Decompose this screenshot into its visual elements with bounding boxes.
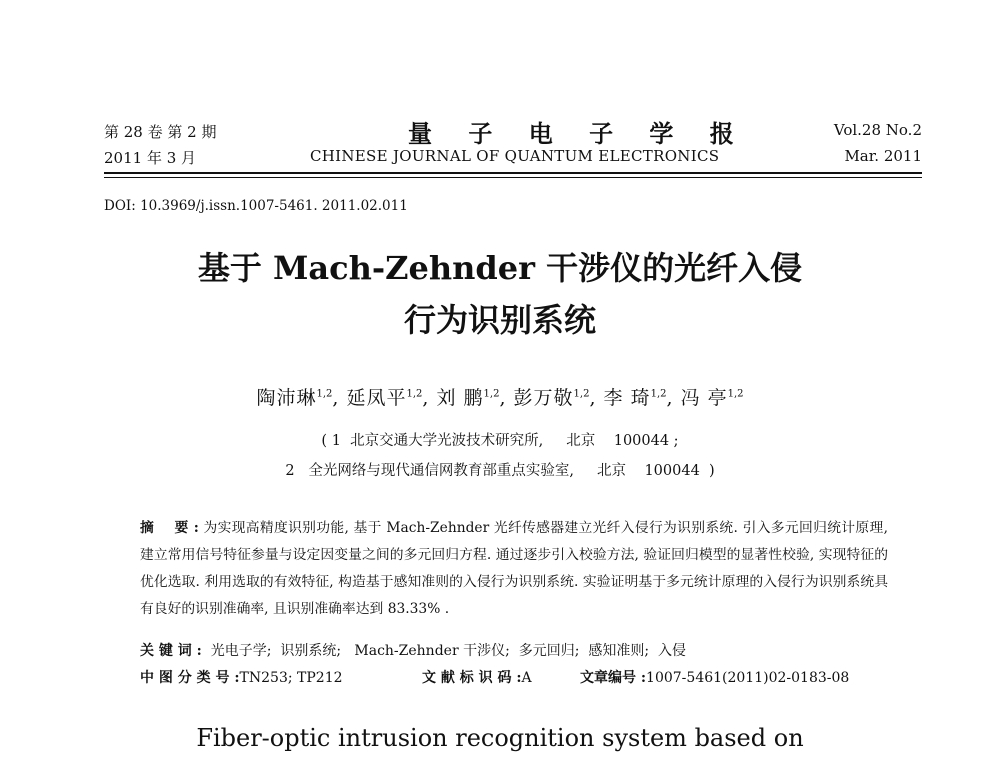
doc-code-label: 文 献 标 识 码 : [422, 670, 522, 686]
author [604, 387, 667, 409]
abstract [140, 515, 888, 623]
doi: DOI: 10.3969/j.issn.1007-5461. 2011.02.011 [104, 198, 408, 214]
keywords [140, 640, 686, 660]
abstract-text: 为实现高精度识别功能, 基于 Mach-Zehnder 光纤传感器建立光纤入侵行为识别系统. 引入多元回归统计原理, 建立常用信号特征参量与设定因变量之间的多元回归方程. 通过逐步引入校验方法, 验证回归模型的显著性校验, 实现特征的优化选取. 利用选取的有效特征, 构造基于感知准则的入侵行为识别系统. 实验证明基于多元统计原理的入侵行为识别系统具有良好的识别准确率, 且识别准确率达到 83.33% . [140, 520, 888, 617]
doc-code-value: A [521, 670, 532, 686]
author-list: 陶沛琳$^{1,2}$, 延凤平$^{1,2}$, 刘 鹏$^{1,2}$, 彭万敬$^{1,2}$, 李 琦$^{1,2}$, 冯 亭$^{1,2}$ [256, 387, 744, 409]
author [681, 387, 744, 409]
author [436, 387, 499, 409]
author [346, 387, 422, 409]
affiliation-2: 2 全光网络与现代通信网教育部重点实验室, 北京 100044 ) [285, 463, 715, 479]
clc-value: TN253; TP212 [239, 670, 343, 686]
title-cn-line2: 行为识别系统 [403, 301, 596, 339]
article-number [580, 667, 849, 687]
keywords-text: 光电子学; 识别系统; Mach-Zehnder 干涉仪; 多元回归; 感知准则; 入侵 [210, 643, 686, 659]
author-name: 陶沛琳 [256, 387, 317, 409]
author-affil-mark: 1,2 [483, 388, 500, 400]
keywords-label: 关 键 词 : [140, 643, 202, 659]
volume-issue-en: Vol.28 No.2 [833, 121, 922, 139]
date-en: Mar. 2011 [844, 147, 922, 165]
author-affil-mark: 1,2 [573, 388, 590, 400]
author-affil-mark: 1,2 [727, 388, 744, 400]
author-name: 冯 亭 [680, 387, 728, 409]
date-cn: 2011 年 3 月 [104, 149, 197, 167]
author-name: 彭万敬 [513, 387, 574, 409]
article-number-value: 1007-5461(2011)02-0183-08 [646, 670, 850, 686]
affiliation-1: ( 1 北京交通大学光波技术研究所, 北京 100044 ; [321, 433, 679, 449]
author-affil-mark: 1,2 [406, 388, 423, 400]
journal-title-cn: 量 子 电 子 学 报 [408, 119, 748, 148]
author-affil-mark: 1,2 [650, 388, 667, 400]
clc-number [140, 667, 343, 687]
author-name: 李 琦 [603, 387, 651, 409]
title-cn-line1: 基于 Mach-Zehnder 干涉仪的光纤入侵 [197, 249, 803, 287]
volume-issue-cn: 第 28 卷 第 2 期 [104, 123, 217, 141]
document-code [422, 667, 532, 687]
title-en: Fiber-optic intrusion recognition system based on [196, 724, 804, 752]
author-name: 刘 鹏 [436, 387, 484, 409]
clc-label: 中 图 分 类 号 : [140, 670, 240, 686]
author [514, 387, 590, 409]
author-name: 延凤平 [346, 387, 407, 409]
header-rule-thick [104, 172, 922, 174]
article-number-label: 文章编号 : [580, 670, 647, 686]
abstract-label: 摘 要 : [140, 520, 199, 536]
journal-title-en: CHINESE JOURNAL OF QUANTUM ELECTRONICS [310, 147, 720, 165]
author [256, 387, 332, 409]
author-affil-mark: 1,2 [316, 388, 333, 400]
header-rule-thin [104, 177, 922, 178]
